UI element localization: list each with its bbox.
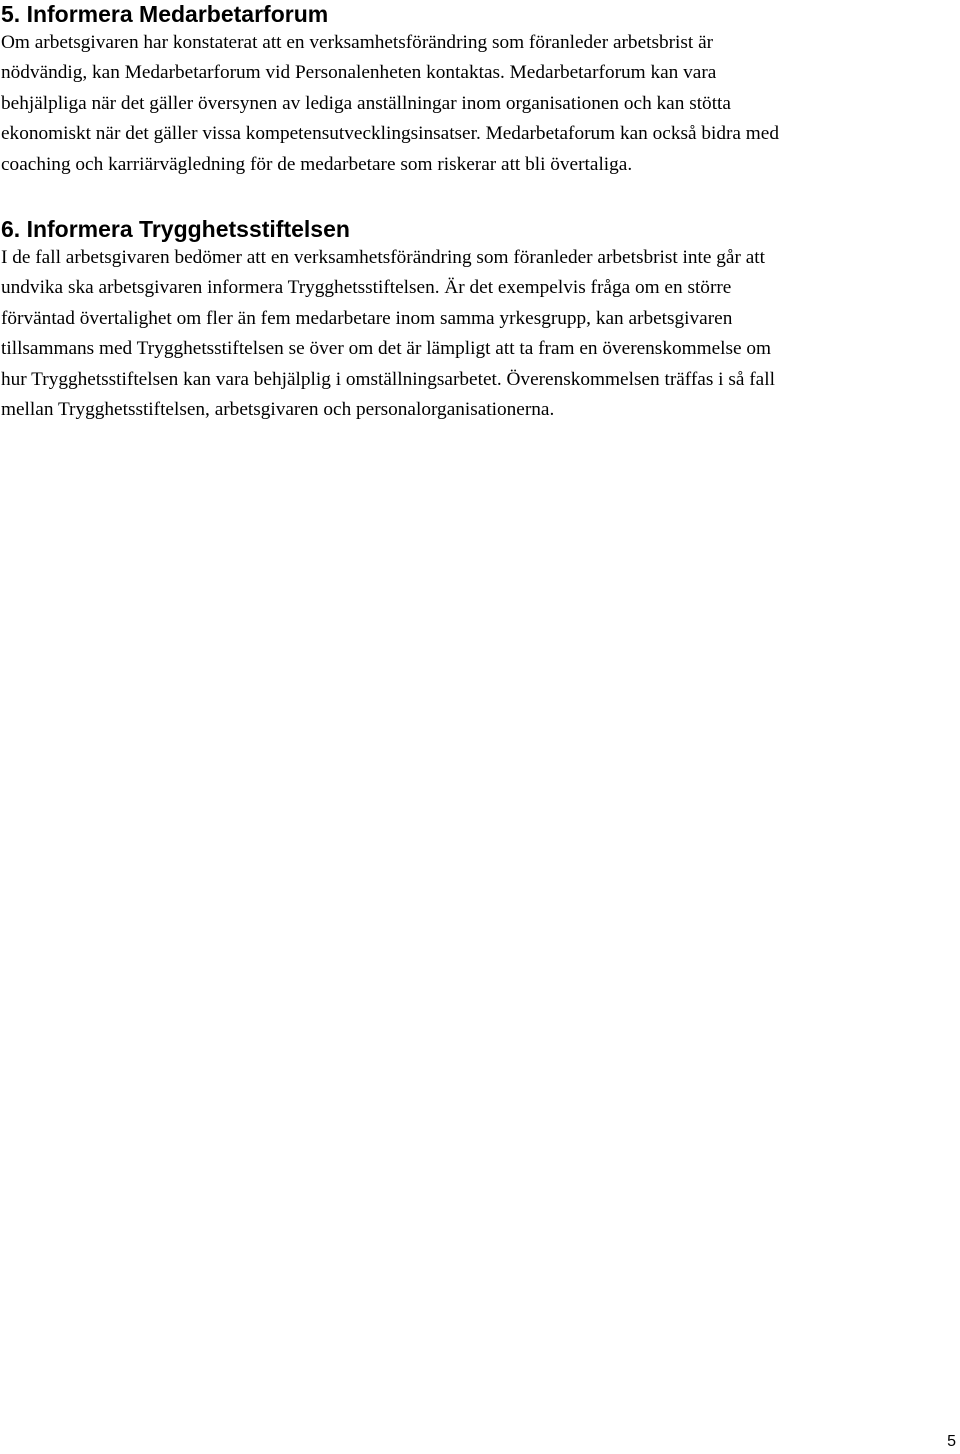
section-heading: 6. Informera Trygghetsstiftelsen bbox=[1, 216, 350, 242]
paragraph-line: tillsammans med Trygghetsstiftelsen se över om det är lämpligt att ta fram en överenskommelse om bbox=[1, 338, 772, 360]
paragraph-line: coaching och karriärvägledning för de medarbetare som riskerar att bli övertaliga. bbox=[1, 153, 633, 175]
paragraph-line: undvika ska arbetsgivaren informera Trygghetsstiftelsen. Är det exempelvis fråga om en större bbox=[1, 277, 732, 299]
section-paragraph bbox=[1, 28, 946, 180]
paragraph-line: Om arbetsgivaren har konstaterat att en verksamhetsförändring som föranleder arbetsbrist är bbox=[1, 32, 714, 53]
paragraph-line: nödvändig, kan Medarbetarforum vid Personalenheten kontaktas. Medarbetarforum kan vara bbox=[1, 62, 717, 84]
section-paragraph bbox=[1, 243, 946, 425]
section-heading: 5. Informera Medarbetarforum bbox=[1, 1, 329, 27]
section-informera-medarbetarforum bbox=[1, 0, 946, 180]
page-number: 5 bbox=[947, 1433, 956, 1450]
paragraph-line: behjälpliga när det gäller översynen av lediga anställningar inom organisationen och kan stötta bbox=[1, 92, 731, 114]
paragraph-line: I de fall arbetsgivaren bedömer att en verksamhetsförändring som föranleder arbetsbrist inte går att bbox=[1, 247, 765, 268]
paragraph-line: ekonomiskt när det gäller vissa kompetensutvecklingsinsatser. Medarbetaforum kan också bidra med bbox=[1, 123, 779, 145]
paragraph-line: mellan Trygghetsstiftelsen, arbetsgivaren och personalorganisationerna. bbox=[1, 399, 555, 421]
section-informera-trygghetsstiftelsen bbox=[1, 215, 946, 425]
paragraph-line: hur Trygghetsstiftelsen kan vara behjälplig i omställningsarbetet. Överenskommelsen träffas i så fall bbox=[1, 368, 775, 390]
paragraph-line: förväntad övertalighet om fler än fem medarbetare inom samma yrkesgrupp, kan arbetsgivaren bbox=[1, 307, 733, 329]
